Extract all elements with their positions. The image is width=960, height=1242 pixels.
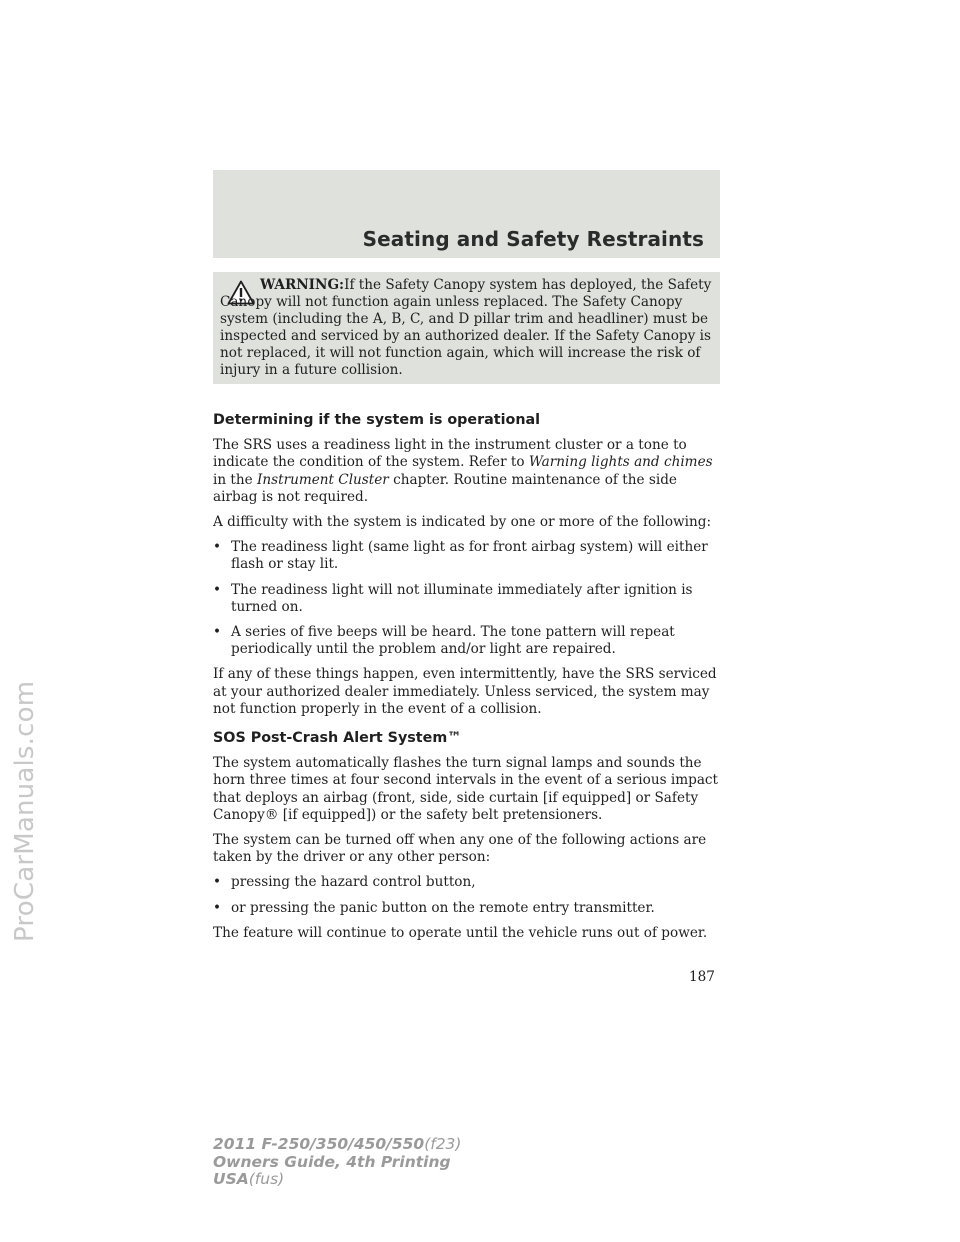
footer-model: 2011 F-250/350/450/550 [213, 1135, 425, 1153]
text-fragment: The SRS uses a readiness light in the instrument cluster or a tone to indicate the condition of the system. Refer to [213, 437, 687, 471]
warning-label: WARNING: [260, 277, 345, 293]
bullet-icon: • [213, 539, 222, 556]
footer-line-printing: Owners Guide, 4th Printing [213, 1152, 451, 1171]
watermark-text: ProCarManuals.com [10, 680, 40, 942]
page-number: 187 [689, 969, 715, 985]
list-item-text: The readiness light (same light as for front airbag system) will either flash or stay lit. [231, 539, 708, 573]
bullet-icon: • [213, 624, 222, 641]
section-heading-operational: Determining if the system is operational [213, 412, 541, 428]
footer-line-model [213, 1136, 461, 1154]
list-item [213, 900, 720, 917]
list-item [213, 624, 720, 658]
section-header [213, 170, 720, 258]
text-fragment: in the [213, 471, 258, 488]
bullet-icon: • [213, 874, 222, 891]
warning-body: If the Safety Canopy system has deployed, the Safety Canopy will not function again unless replaced. The Safety Canopy system (including the A, B, C, and D pillar trim and headliner) must be inspected and serviced by an authorized dealer. If the Safety Canopy is not replaced, it will not function again, which will increase the risk of injury in a future collision. [220, 277, 712, 378]
list-item-text: The readiness light will not illuminate immediately after ignition is turned on. [231, 581, 693, 615]
reference-instrument-cluster: Instrument Cluster [257, 471, 389, 488]
section-heading-sos: SOS Post-Crash Alert System™ [213, 730, 462, 747]
list-item [213, 582, 720, 616]
warning-box [213, 272, 720, 384]
list-item-text: or pressing the panic button on the remote entry transmitter. [231, 899, 655, 916]
paragraph-readiness [213, 437, 720, 506]
list-item [213, 874, 720, 891]
bullet-icon: • [213, 581, 222, 598]
watermark [10, 680, 46, 942]
footer-line-region [213, 1171, 461, 1189]
bullet-icon: • [213, 899, 222, 916]
paragraph-service: If any of these things happen, even intermittently, have the SRS serviced at your authorized dealer immediately. Unless serviced, the system may not function properly in the event of a collision. [213, 666, 717, 717]
document-footer [213, 1136, 461, 1189]
main-content [213, 412, 720, 950]
section-title: Seating and Safety Restraints [362, 227, 704, 251]
paragraph-power: The feature will continue to operate until the vehicle runs out of power. [213, 924, 708, 941]
paragraph-sos-description: The system automatically flashes the turn signal lamps and sounds the horn three times at four second intervals in the event of a serious impact that deploys an airbag (front, side, side curtain [if equipped] or Safety Canopy® [if equipped]) or the safety belt pretensioners. [213, 755, 718, 823]
list-item-text: A series of five beeps will be heard. The tone pattern will repeat periodically until the problem and/or light are repaired. [231, 624, 675, 658]
reference-warning-lights: Warning lights and chimes [528, 454, 713, 471]
list-item-text: pressing the hazard control button, [231, 874, 476, 891]
paragraph-turn-off: The system can be turned off when any one of the following actions are taken by the driver or any other person: [213, 832, 707, 866]
footer-model-code: (f23) [424, 1135, 462, 1153]
warning-text [220, 277, 715, 379]
list-item [213, 539, 720, 573]
footer-region-code: (fus) [248, 1170, 285, 1188]
text-fragment: chapter. Routine maintenance of the side airbag is not required. [213, 471, 677, 505]
footer-region: USA [213, 1170, 249, 1188]
paragraph-difficulty: A difficulty with the system is indicated by one or more of the following: [213, 514, 712, 531]
